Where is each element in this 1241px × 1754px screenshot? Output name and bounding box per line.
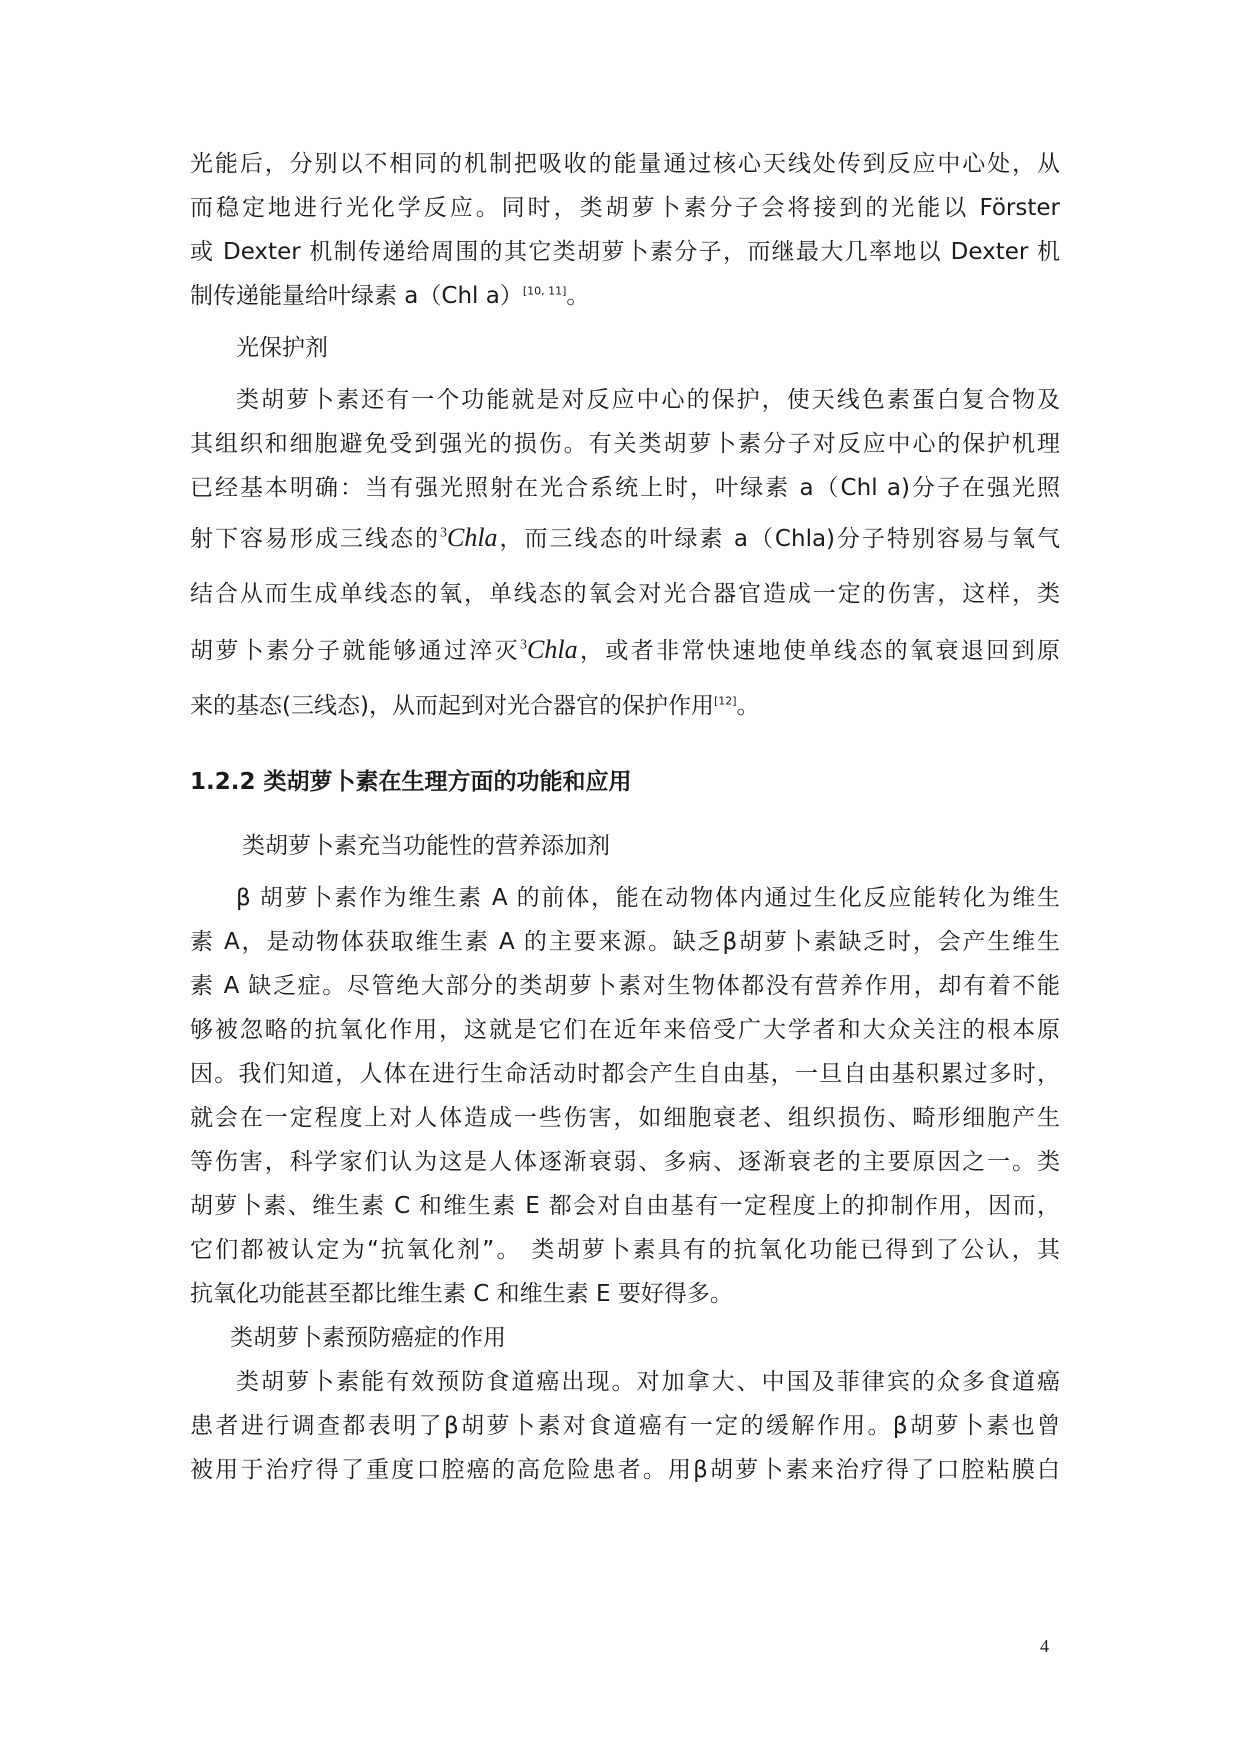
- citation: [12]: [713, 694, 737, 708]
- paragraph-energy-transfer: [190, 142, 1060, 318]
- text-line: 已经基本明确：当有强光照射在光合系统上时，叶绿素 a（Chl a)分子在强光照: [190, 475, 1060, 501]
- text-span: ，或者非常快速地使单线态的氧衰退回到原: [577, 638, 1060, 664]
- subheading-nutrition: 类胡萝卜素充当功能性的营养添加剂: [242, 833, 610, 859]
- formula-text: Chla: [527, 635, 578, 664]
- superscript: 3: [439, 525, 447, 541]
- text-line: 而稳定地进行光化学反应。同时，类胡萝卜素分子会将接到的光能以 Förster: [190, 195, 1060, 221]
- text-line: 素 A，是动物体获取维生素 A 的主要来源。缺乏β胡萝卜素缺乏时，会产生维生: [190, 929, 1060, 955]
- text-line: 或 Dexter 机制传递给周围的其它类胡萝卜素分子，而继最大几率地以 Dexter 机: [190, 239, 1060, 265]
- text-line: 够被忽略的抗氧化作用，这就是它们在近年来倍受广大学者和大众关注的根本原: [190, 1017, 1060, 1043]
- text-span: 射下容易形成三线态的: [190, 526, 440, 552]
- text-line: 它们都被认定为“抗氧化剂”。 类胡萝卜素具有的抗氧化功能已得到了公认，其: [190, 1237, 1060, 1263]
- text-line: 胡萝卜素、维生素 C 和维生素 E 都会对自由基有一定程度上的抑制作用，因而，: [190, 1193, 1060, 1219]
- text-span: 来的基态(三线态)，从而起到对光合器官的保护作用: [190, 693, 714, 719]
- text-line: [190, 510, 1060, 566]
- text-line: 结合从而生成单线态的氧，单线态的氧会对光合器官造成一定的伤害，这样，类: [190, 581, 1060, 607]
- page-number: 4: [1040, 1636, 1049, 1656]
- text-line: 类胡萝卜素还有一个功能就是对反应中心的保护，使天线色素蛋白复合物及: [236, 387, 1060, 413]
- citation: [10, 11]: [522, 284, 567, 298]
- paragraph-nutrition: [190, 876, 1060, 1316]
- text-line: 因。我们知道，人体在进行生命活动时都会产生自由基，一旦自由基积累过多时，: [190, 1061, 1060, 1087]
- text-span: 。: [736, 693, 760, 719]
- text-span: 。: [566, 283, 590, 309]
- paragraph-photoprotection: [190, 378, 1060, 734]
- text-span: ，而三线态的叶绿素 a（Chla)分子特别容易与氧气: [497, 526, 1060, 552]
- text-line: [190, 622, 1060, 678]
- text-line: β 胡萝卜素作为维生素 A 的前体，能在动物体内通过生化反应能转化为维生: [236, 885, 1060, 911]
- section-heading: 1.2.2 类胡萝卜素在生理方面的功能和应用: [190, 769, 632, 795]
- chemical-formula: [440, 523, 498, 552]
- text-line: 抗氧化功能甚至都比维生素 C 和维生素 E 要好得多。: [190, 1281, 733, 1307]
- superscript: 3: [520, 637, 528, 653]
- chemical-formula: [520, 635, 578, 664]
- text-line: 患者进行调查都表明了β胡萝卜素对食道癌有一定的缓解作用。β胡萝卜素也曾: [190, 1413, 1060, 1439]
- text-line: [190, 274, 1060, 318]
- text-line: 其组织和细胞避免受到强光的损伤。有关类胡萝卜素分子对反应中心的保护机理: [190, 431, 1060, 457]
- paragraph-cancer: [190, 1360, 1060, 1492]
- subheading-photoprotectant: 光保护剂: [236, 335, 328, 361]
- text-line: 光能后，分别以不相同的机制把吸收的能量通过核心天线处传到反应中心处，从: [190, 151, 1060, 177]
- text-span: 胡萝卜素分子就能够通过淬灭: [190, 638, 521, 664]
- text-line: 就会在一定程度上对人体造成一些伤害，如细胞衰老、组织损伤、畸形细胞产生: [190, 1105, 1060, 1131]
- text-line: 素 A 缺乏症。尽管绝大部分的类胡萝卜素对生物体都没有营养作用，却有着不能: [190, 973, 1060, 999]
- text-line: [190, 678, 1060, 734]
- subheading-cancer: 类胡萝卜素预防癌症的作用: [230, 1325, 506, 1351]
- text-span: 制传递能量给叶绿素 a（Chl a）: [190, 283, 523, 309]
- text-line: 类胡萝卜素能有效预防食道癌出现。对加拿大、中国及菲律宾的众多食道癌: [236, 1369, 1060, 1395]
- text-line: 被用于治疗得了重度口腔癌的高危险患者。用β胡萝卜素来治疗得了口腔粘膜白: [190, 1457, 1060, 1483]
- page-content: [190, 142, 1060, 1492]
- text-line: 等伤害，科学家们认为这是人体逐渐衰弱、多病、逐渐衰老的主要原因之一。类: [190, 1149, 1060, 1175]
- formula-text: Chla: [446, 523, 498, 552]
